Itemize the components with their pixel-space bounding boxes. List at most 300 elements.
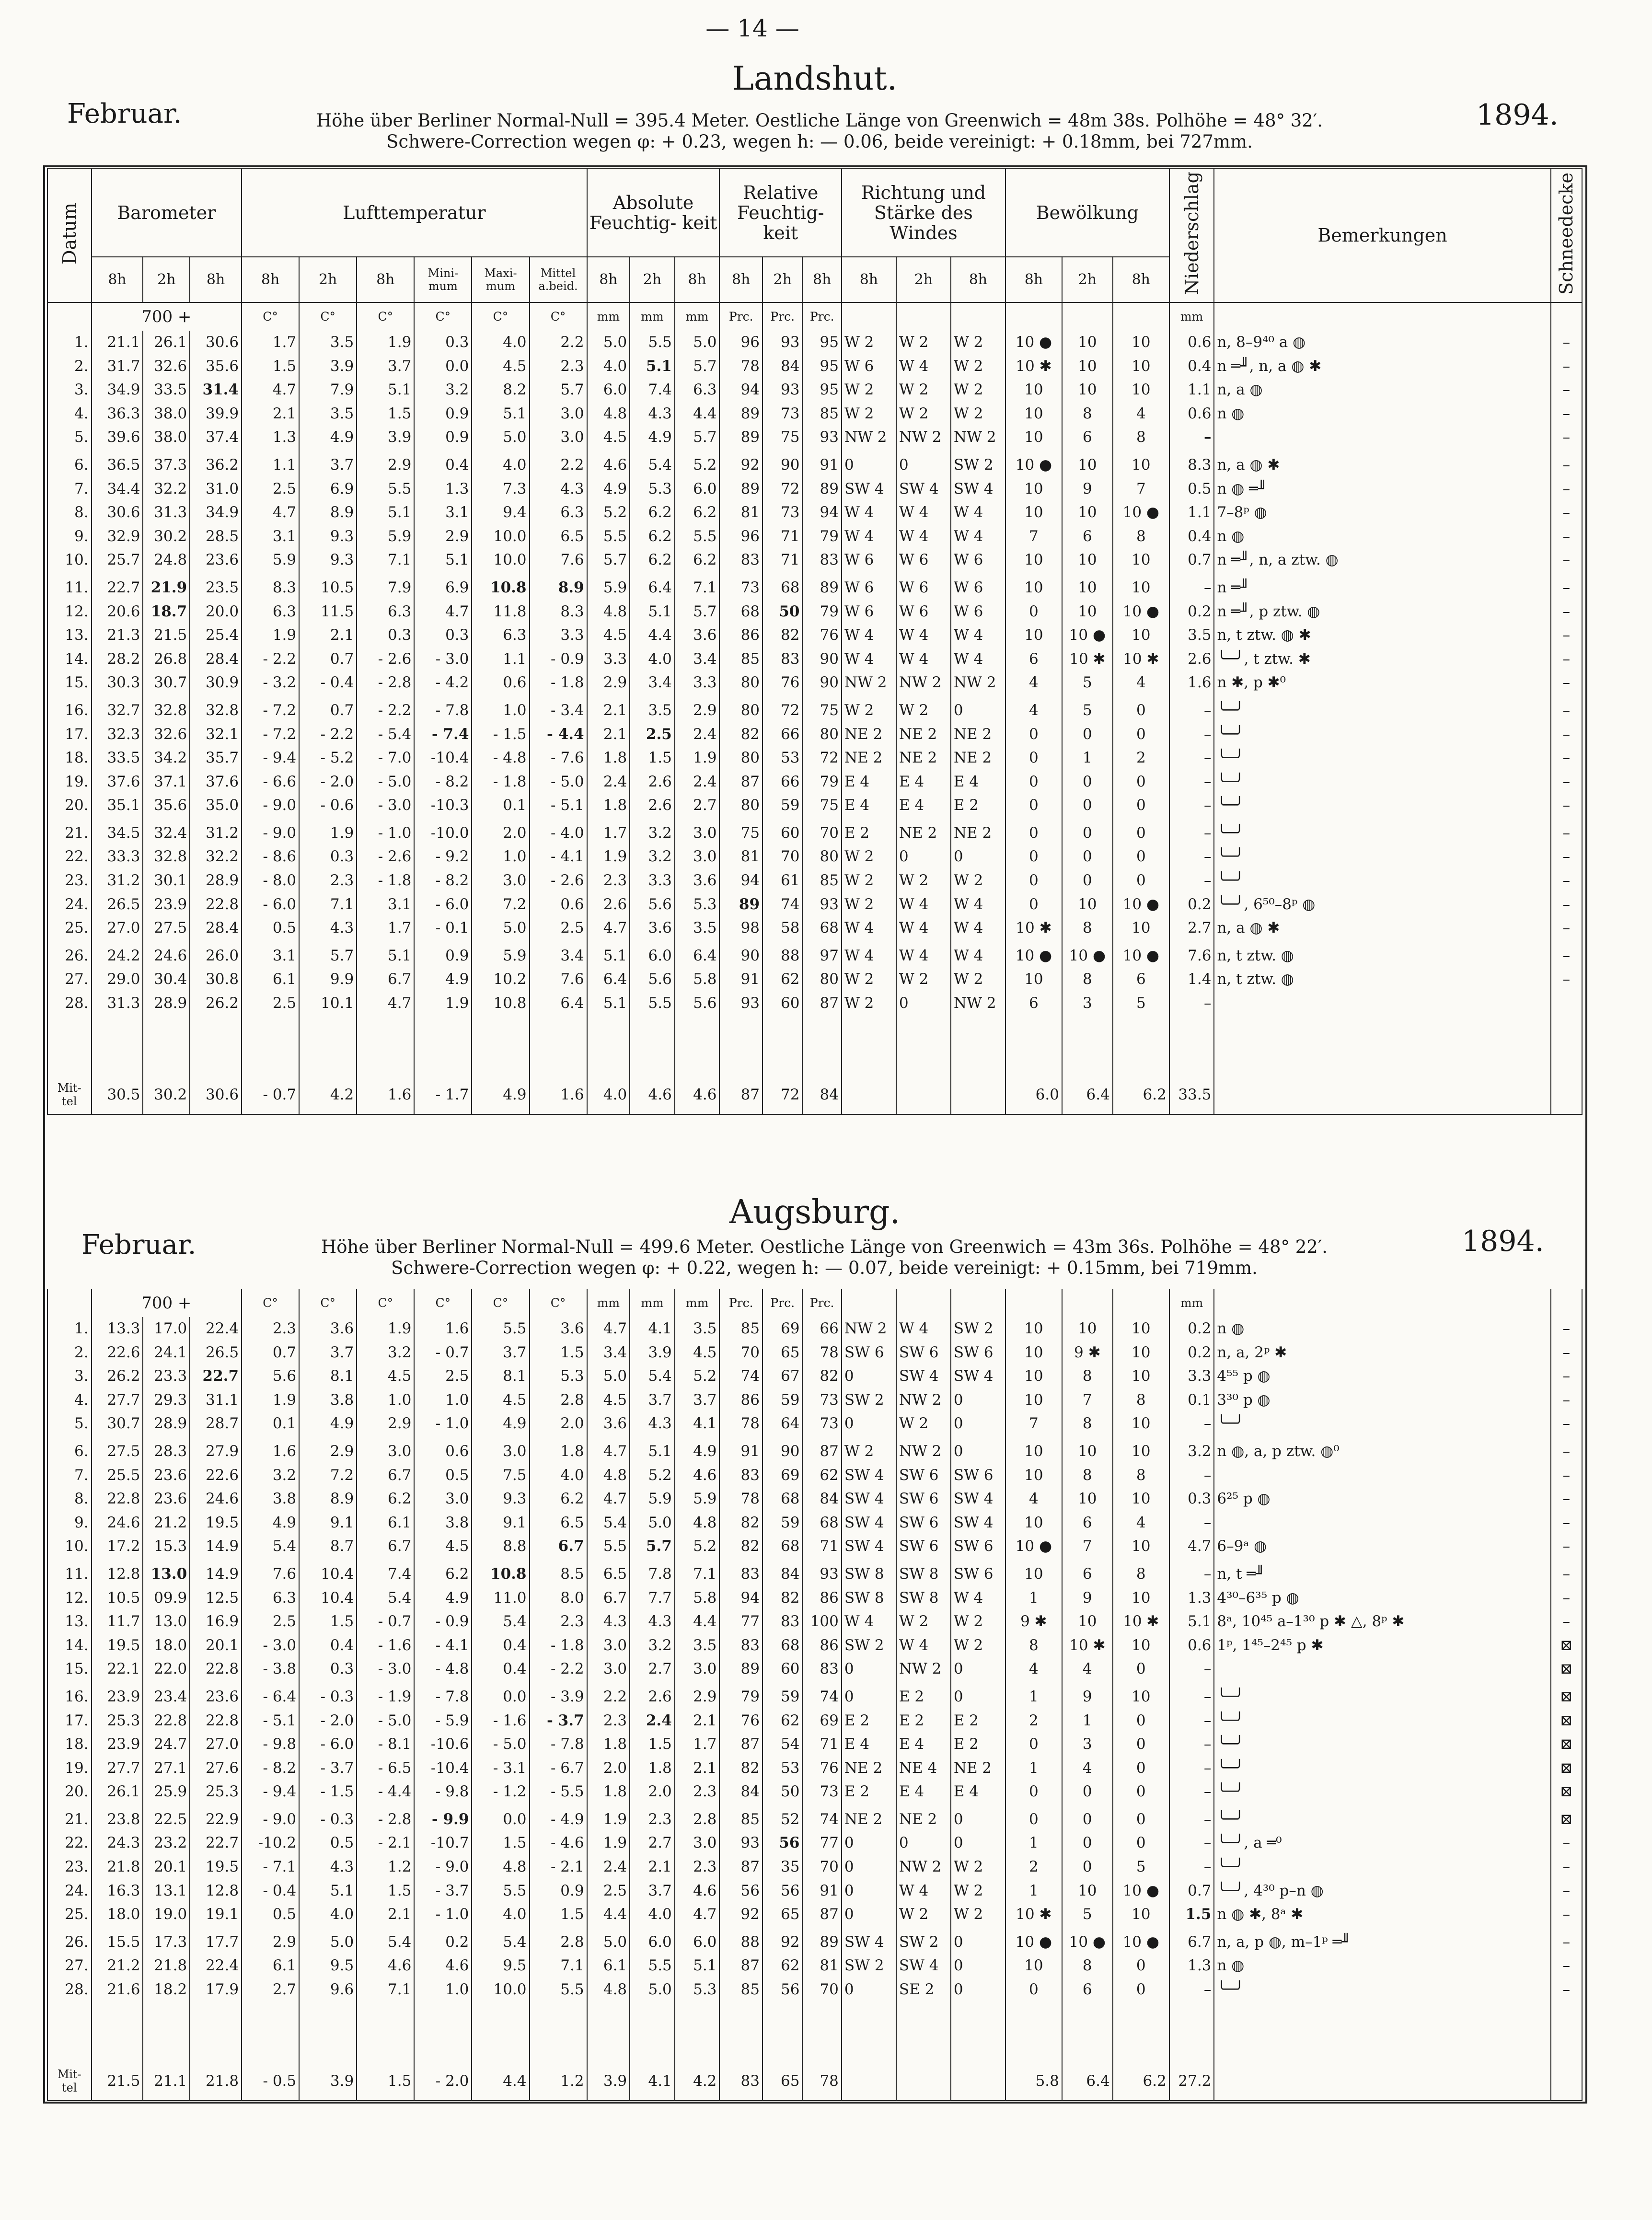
value-cell: 0 xyxy=(1113,845,1169,869)
value-cell: 3.4 xyxy=(675,648,720,671)
value-cell: 90 xyxy=(762,1440,802,1464)
table-cell xyxy=(1005,2002,1062,2062)
value-cell: 7.9 xyxy=(299,378,357,402)
table-row xyxy=(47,1317,1582,1341)
snow-cell: – xyxy=(1551,723,1582,747)
date-cell: 26. xyxy=(47,1931,92,1954)
value-cell: W 2 xyxy=(842,893,896,917)
table-cell xyxy=(951,450,1005,453)
value-cell: 78 xyxy=(719,1487,762,1511)
table-cell xyxy=(802,2002,841,2062)
value-cell: 10 xyxy=(1005,1562,1062,1586)
value-cell: 85 xyxy=(719,1978,762,2002)
value-cell: 2.4 xyxy=(587,1855,630,1879)
table-row xyxy=(47,378,1582,402)
snow-cell: ⊠ xyxy=(1551,1634,1582,1658)
table-cell xyxy=(530,1681,587,1685)
value-cell: 66 xyxy=(762,723,802,747)
value-cell: 27.9 xyxy=(190,1440,242,1464)
value-cell: 10 xyxy=(1062,600,1113,624)
value-cell: SW 6 xyxy=(951,1562,1005,1586)
value-cell: 2.3 xyxy=(299,869,357,893)
value-cell: 35.6 xyxy=(190,355,242,379)
table-cell xyxy=(143,695,190,699)
value-cell: 5.4 xyxy=(472,1610,529,1634)
value-cell: 0 xyxy=(1113,1780,1169,1804)
table-cell xyxy=(675,1016,720,1075)
value-cell: - 6.0 xyxy=(414,893,472,917)
value-cell: 21.5 xyxy=(143,624,190,648)
date-cell: 6. xyxy=(47,453,92,477)
value-cell: 87 xyxy=(719,1954,762,1978)
snow-cell: – xyxy=(1551,402,1582,426)
value-cell: 10 xyxy=(1062,355,1113,379)
value-cell: 3.3 xyxy=(675,671,720,695)
value-cell: 0.4 xyxy=(472,1657,529,1681)
value-cell: 2.3 xyxy=(242,1317,299,1341)
value-cell: 59 xyxy=(762,1388,802,1412)
value-cell: NW 2 xyxy=(896,1388,951,1412)
table-cell xyxy=(1113,572,1169,576)
snow-cell: – xyxy=(1551,794,1582,818)
value-cell: 37.3 xyxy=(143,453,190,477)
spacer-row xyxy=(47,1559,1582,1562)
value-cell: 4 xyxy=(1062,1657,1113,1681)
table-cell xyxy=(1551,1927,1582,1931)
value-cell: 5 xyxy=(1113,992,1169,1016)
value-cell: 1.5 xyxy=(357,402,414,426)
table-cell xyxy=(842,695,896,699)
value-cell: 4 xyxy=(1113,1511,1169,1535)
unit-cell: C° xyxy=(414,1289,472,1317)
value-cell: W 2 xyxy=(842,869,896,893)
value-cell: 3.0 xyxy=(587,1634,630,1658)
unit-cell: mm xyxy=(675,302,720,331)
value-cell: 10 xyxy=(1062,1317,1113,1341)
mittel-value xyxy=(951,1075,1005,1114)
value-cell: W 6 xyxy=(896,600,951,624)
table-cell xyxy=(47,572,92,576)
value-cell: 0 xyxy=(1062,1855,1113,1879)
value-cell: W 2 xyxy=(951,378,1005,402)
value-cell: 82 xyxy=(762,1586,802,1610)
value-cell: 85 xyxy=(719,1808,762,1832)
snow-cell: – xyxy=(1551,1610,1582,1634)
table-cell xyxy=(47,450,92,453)
value-cell: 24.1 xyxy=(143,1341,190,1365)
value-cell: 9 xyxy=(1062,477,1113,501)
table-cell xyxy=(472,1681,529,1685)
value-cell: 0.0 xyxy=(414,355,472,379)
value-cell: 4.9 xyxy=(414,1586,472,1610)
value-cell: 0 xyxy=(951,1808,1005,1832)
table-cell xyxy=(1214,1559,1550,1562)
table-cell xyxy=(530,1016,587,1075)
value-cell: 79 xyxy=(719,1685,762,1709)
value-cell: 0.2 xyxy=(1169,1341,1214,1365)
value-cell: 80 xyxy=(802,723,841,747)
value-cell: -10.0 xyxy=(414,821,472,845)
value-cell: 4.3 xyxy=(587,1610,630,1634)
table-cell xyxy=(190,2002,242,2062)
value-cell: 4.7 xyxy=(587,1440,630,1464)
value-cell: 5.4 xyxy=(357,1586,414,1610)
table-cell xyxy=(842,1559,896,1562)
table-cell xyxy=(1113,450,1169,453)
value-cell: 38.0 xyxy=(143,426,190,450)
col-2h: 2h xyxy=(762,257,802,302)
value-cell: 61 xyxy=(762,869,802,893)
remark-cell: n ◍ xyxy=(1214,402,1550,426)
value-cell: 28.4 xyxy=(190,916,242,940)
table-cell xyxy=(1169,695,1214,699)
date-cell: 2. xyxy=(47,1341,92,1365)
value-cell: 85 xyxy=(719,1317,762,1341)
value-cell: 92 xyxy=(762,1931,802,1954)
value-cell: 10 xyxy=(1113,1440,1169,1464)
value-cell: 10 xyxy=(1062,453,1113,477)
value-cell: 3.2 xyxy=(357,1341,414,1365)
value-cell: E 2 xyxy=(951,1733,1005,1757)
value-cell: 5.5 xyxy=(675,525,720,549)
table-cell xyxy=(190,1804,242,1808)
value-cell: 10 ● xyxy=(1005,1931,1062,1954)
value-cell: 34.5 xyxy=(92,821,143,845)
remark-cell: n ═╜, n, a ◍ ✱ xyxy=(1214,355,1550,379)
value-cell: NE 2 xyxy=(842,746,896,770)
value-cell: 10 xyxy=(1005,1440,1062,1464)
table-cell xyxy=(414,1016,472,1075)
value-cell: 7.6 xyxy=(530,968,587,992)
table-cell xyxy=(762,818,802,821)
value-cell: 4.3 xyxy=(299,916,357,940)
value-cell: 10 ✱ xyxy=(1005,916,1062,940)
table-cell xyxy=(896,1436,951,1440)
value-cell: 5.5 xyxy=(630,1954,675,1978)
value-cell: 5.1 xyxy=(472,402,529,426)
value-cell: 9.3 xyxy=(299,525,357,549)
mittel-row xyxy=(47,1075,1582,1114)
value-cell: 4.7 xyxy=(242,378,299,402)
value-cell: 32.7 xyxy=(92,699,143,723)
table-cell xyxy=(1062,1681,1113,1685)
value-cell: W 4 xyxy=(896,624,951,648)
value-cell: 68 xyxy=(762,1634,802,1658)
mittel-value xyxy=(896,1075,951,1114)
value-cell: – xyxy=(1169,1831,1214,1855)
value-cell: 1.7 xyxy=(357,916,414,940)
value-cell: – xyxy=(1169,576,1214,600)
value-cell: 4.4 xyxy=(675,402,720,426)
table-cell xyxy=(1062,302,1113,331)
table-cell xyxy=(587,1927,630,1931)
value-cell: 72 xyxy=(762,477,802,501)
value-cell: - 2.8 xyxy=(357,671,414,695)
value-cell: – xyxy=(1169,1757,1214,1781)
table-cell xyxy=(1113,940,1169,944)
value-cell: 5.7 xyxy=(630,1535,675,1559)
table-cell xyxy=(1551,1559,1582,1562)
value-cell: - 8.2 xyxy=(242,1757,299,1781)
value-cell: 0 xyxy=(842,1364,896,1388)
value-cell: 10 xyxy=(1113,1487,1169,1511)
value-cell: 0 xyxy=(1113,1709,1169,1733)
table-cell xyxy=(472,572,529,576)
value-cell: 22.8 xyxy=(92,1487,143,1511)
value-cell: 4.0 xyxy=(472,453,529,477)
value-cell: 74 xyxy=(802,1685,841,1709)
value-cell: 1.5 xyxy=(299,1610,357,1634)
value-cell: - 1.8 xyxy=(472,770,529,794)
value-cell: 8 xyxy=(1062,1364,1113,1388)
value-cell: 5.8 xyxy=(675,1586,720,1610)
spacer-row xyxy=(47,1927,1582,1931)
value-cell: 6 xyxy=(1005,992,1062,1016)
value-cell: - 7.0 xyxy=(357,746,414,770)
value-cell: 0.0 xyxy=(472,1685,529,1709)
table-row xyxy=(47,1657,1582,1681)
value-cell: – xyxy=(1169,869,1214,893)
table-cell xyxy=(1062,572,1113,576)
value-cell: 3.6 xyxy=(587,1412,630,1436)
table-cell xyxy=(1551,1016,1582,1075)
value-cell: 26.2 xyxy=(190,992,242,1016)
value-cell: 92 xyxy=(719,453,762,477)
table-row xyxy=(47,1440,1582,1464)
value-cell: 66 xyxy=(762,770,802,794)
value-cell: 87 xyxy=(802,1440,841,1464)
value-cell: 93 xyxy=(802,893,841,917)
value-cell: 26.1 xyxy=(92,1780,143,1804)
value-cell: 5.4 xyxy=(472,1931,529,1954)
value-cell: 78 xyxy=(802,1341,841,1365)
value-cell: - 8.2 xyxy=(414,869,472,893)
value-cell: 5.4 xyxy=(242,1535,299,1559)
unit-cell: C° xyxy=(242,302,299,331)
table-cell xyxy=(675,1559,720,1562)
month-label: Februar. xyxy=(67,98,182,129)
table-cell xyxy=(762,1559,802,1562)
value-cell: - 0.6 xyxy=(299,794,357,818)
value-cell: 3.0 xyxy=(414,1487,472,1511)
value-cell: 10 xyxy=(1062,893,1113,917)
table-cell xyxy=(896,1289,951,1317)
table-cell xyxy=(92,695,143,699)
value-cell: 10 xyxy=(1113,1341,1169,1365)
value-cell: 24.6 xyxy=(92,1511,143,1535)
value-cell: – xyxy=(1169,794,1214,818)
value-cell: - 3.7 xyxy=(299,1757,357,1781)
table-cell xyxy=(299,1681,357,1685)
value-cell: 10 xyxy=(1005,477,1062,501)
value-cell: 80 xyxy=(719,671,762,695)
value-cell: 5.0 xyxy=(472,426,529,450)
value-cell: - 0.1 xyxy=(414,916,472,940)
value-cell: 87 xyxy=(719,770,762,794)
table-cell xyxy=(1005,1927,1062,1931)
value-cell: 75 xyxy=(802,794,841,818)
value-cell: 0 xyxy=(896,1831,951,1855)
value-cell: 5.2 xyxy=(630,1464,675,1488)
value-cell: W 2 xyxy=(842,992,896,1016)
value-cell: 3.0 xyxy=(530,426,587,450)
value-cell: W 4 xyxy=(842,916,896,940)
value-cell: 7.3 xyxy=(472,477,529,501)
value-cell: 5.5 xyxy=(530,1978,587,2002)
value-cell: 2.9 xyxy=(675,1685,720,1709)
mittel-value: 33.5 xyxy=(1169,1075,1214,1114)
value-cell: 1.7 xyxy=(587,821,630,845)
value-cell: 6.7 xyxy=(1169,1931,1214,1954)
value-cell: 10.5 xyxy=(92,1586,143,1610)
value-cell: SW 4 xyxy=(842,477,896,501)
value-cell: 6.0 xyxy=(675,477,720,501)
value-cell: 8.3 xyxy=(1169,453,1214,477)
value-cell: 30.6 xyxy=(190,331,242,355)
col-8h: 8h xyxy=(842,257,896,302)
value-cell: 1.3 xyxy=(1169,1586,1214,1610)
value-cell: W 2 xyxy=(896,869,951,893)
value-cell: 3 xyxy=(1062,992,1113,1016)
table-cell xyxy=(143,1559,190,1562)
table-cell xyxy=(1214,818,1550,821)
value-cell: 32.8 xyxy=(143,699,190,723)
value-cell: 5.1 xyxy=(587,992,630,1016)
table-cell xyxy=(630,450,675,453)
value-cell: – xyxy=(1169,1685,1214,1709)
remark-cell: n ◍ xyxy=(1214,1954,1550,1978)
table-cell xyxy=(762,940,802,944)
value-cell: 7.7 xyxy=(630,1586,675,1610)
value-cell: 3.7 xyxy=(299,453,357,477)
table-cell xyxy=(951,1289,1005,1317)
value-cell: 34.4 xyxy=(92,477,143,501)
table-row xyxy=(47,1487,1582,1511)
date-cell: 17. xyxy=(47,723,92,747)
value-cell: 2.7 xyxy=(675,794,720,818)
value-cell: 2.4 xyxy=(675,723,720,747)
value-cell: 2.3 xyxy=(587,1709,630,1733)
table-row xyxy=(47,648,1582,671)
date-cell: 16. xyxy=(47,1685,92,1709)
value-cell: 5.0 xyxy=(630,1978,675,2002)
table-cell xyxy=(762,1681,802,1685)
value-cell: W 4 xyxy=(896,893,951,917)
table-cell xyxy=(1062,1804,1113,1808)
value-cell: 70 xyxy=(762,845,802,869)
date-cell: 18. xyxy=(47,1733,92,1757)
value-cell: 5.7 xyxy=(675,355,720,379)
col-8h: 8h xyxy=(242,257,299,302)
value-cell: 1.7 xyxy=(675,1733,720,1757)
value-cell: 0 xyxy=(951,1954,1005,1978)
value-cell: 4.6 xyxy=(675,1879,720,1903)
remark-cell: n, a ◍ ✱ xyxy=(1214,916,1550,940)
value-cell: W 2 xyxy=(951,1855,1005,1879)
table-cell xyxy=(896,2002,951,2062)
value-cell: 2.8 xyxy=(675,1808,720,1832)
value-cell: 2.3 xyxy=(530,1610,587,1634)
value-cell: 28.7 xyxy=(190,1412,242,1436)
value-cell: 3.9 xyxy=(299,355,357,379)
value-cell: 23.6 xyxy=(143,1487,190,1511)
table-cell xyxy=(1113,1016,1169,1075)
date-cell: 28. xyxy=(47,1978,92,2002)
value-cell: 6.0 xyxy=(587,378,630,402)
value-cell: 2 xyxy=(1005,1709,1062,1733)
value-cell: SW 4 xyxy=(896,477,951,501)
value-cell: 6.4 xyxy=(675,944,720,968)
value-cell: 6.5 xyxy=(530,525,587,549)
table-cell xyxy=(357,572,414,576)
value-cell: 93 xyxy=(762,378,802,402)
value-cell: - 4.1 xyxy=(414,1634,472,1658)
value-cell: 62 xyxy=(762,1709,802,1733)
value-cell: 89 xyxy=(802,1931,841,1954)
value-cell: 3.5 xyxy=(299,331,357,355)
remark-cell: 6²⁵ p ◍ xyxy=(1214,1487,1550,1511)
unit-cell: mm xyxy=(630,1289,675,1317)
value-cell: 8 xyxy=(1062,1954,1113,1978)
value-cell: 3.5 xyxy=(1169,624,1214,648)
value-cell: 10 ✱ xyxy=(1113,1610,1169,1634)
value-cell: 5.1 xyxy=(357,378,414,402)
value-cell: 32.8 xyxy=(143,845,190,869)
table-cell xyxy=(472,1559,529,1562)
value-cell: 4.7 xyxy=(587,916,630,940)
value-cell: 6 xyxy=(1062,525,1113,549)
value-cell: 5.2 xyxy=(675,453,720,477)
value-cell: 77 xyxy=(719,1610,762,1634)
value-cell: 32.9 xyxy=(92,525,143,549)
table-cell xyxy=(630,1681,675,1685)
table-cell xyxy=(951,695,1005,699)
snow-cell: ⊠ xyxy=(1551,1685,1582,1709)
table-cell xyxy=(1551,450,1582,453)
table-row xyxy=(47,1733,1582,1757)
value-cell: 1.8 xyxy=(587,1733,630,1757)
value-cell: 10 xyxy=(1062,501,1113,525)
value-cell: 91 xyxy=(719,968,762,992)
col-8h: 8h xyxy=(675,257,720,302)
value-cell: 10 ● xyxy=(1113,1931,1169,1954)
value-cell: - 1.0 xyxy=(357,821,414,845)
table-cell xyxy=(896,450,951,453)
remark-cell: n, t ═╜ xyxy=(1214,1562,1550,1586)
unit-cell: Prc. xyxy=(802,302,841,331)
table-cell xyxy=(530,2002,587,2062)
value-cell: 89 xyxy=(719,402,762,426)
value-cell: 30.9 xyxy=(190,671,242,695)
value-cell: 19.5 xyxy=(190,1855,242,1879)
value-cell: W 2 xyxy=(842,968,896,992)
value-cell: NE 2 xyxy=(951,821,1005,845)
value-cell: 0 xyxy=(1113,869,1169,893)
remark-cell xyxy=(1214,1657,1550,1681)
value-cell: 0 xyxy=(1005,1978,1062,2002)
remark-cell: ╰─╯, t ztw. ✱ xyxy=(1214,648,1550,671)
value-cell: 0 xyxy=(951,1978,1005,2002)
value-cell: 10 xyxy=(1113,624,1169,648)
spacer-row xyxy=(47,1016,1582,1075)
remark-cell xyxy=(1214,992,1550,1016)
value-cell: 21.2 xyxy=(143,1511,190,1535)
table-cell xyxy=(1214,572,1550,576)
value-cell: 10 xyxy=(1062,1487,1113,1511)
value-cell: 35.1 xyxy=(92,794,143,818)
mittel-value: 6.0 xyxy=(1005,1075,1062,1114)
value-cell: 22.8 xyxy=(190,893,242,917)
